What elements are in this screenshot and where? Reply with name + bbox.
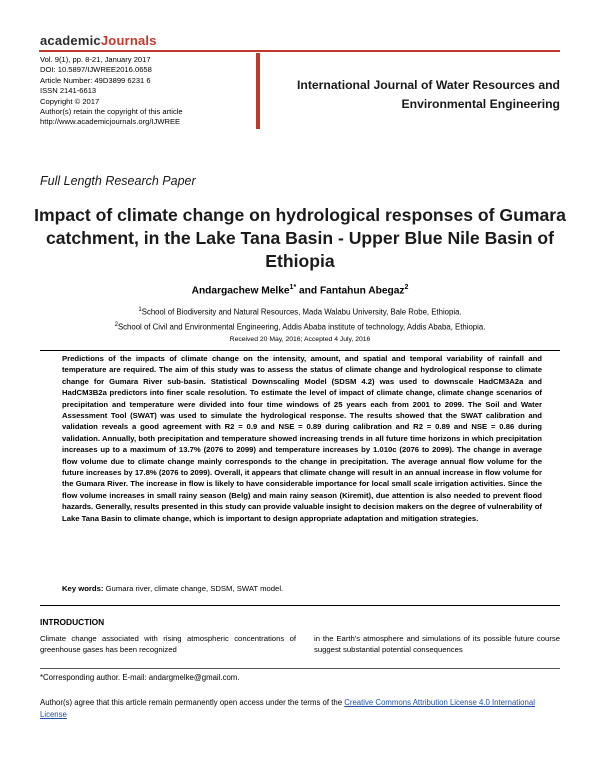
meta-volume: Vol. 9(1), pp. 8-21, January 2017 <box>40 55 151 64</box>
author-name: Andargachew Melke <box>191 285 290 297</box>
header-rule <box>39 50 560 52</box>
paper-title: Impact of climate change on hydrological responses of Gumara catchment, in the Lake Tana Basin - Upper Blue Nile Basin of Ethiopia <box>34 205 566 271</box>
article-meta <box>40 55 240 128</box>
keywords-list: Gumara river, climate change, SDSM, SWAT model. <box>105 584 284 593</box>
meta-rights: Author(s) retain the copyright of this article <box>40 107 183 117</box>
meta-issn: ISSN 2141-6613 <box>40 86 97 96</box>
intro-column-left: Climate change associated with rising atmospheric concentrations of greenhouse gases has been recognized <box>40 634 296 655</box>
authors <box>60 284 540 296</box>
author-affil-sup: 2 <box>404 284 409 291</box>
meta-url[interactable]: http://www.academicjournals.org/IJWREE <box>40 117 181 127</box>
license-note: Author(s) agree that this article remain permanently open access under the terms of the Creative Commons Attribution License 4.0 International License <box>40 698 535 719</box>
received-dates: Received 20 May, 2016; Accepted 4 July, 2016 <box>229 336 371 343</box>
affiliation: $^1$School of Biodiversity and Natural Resources, Mada Walabu University, Bale Robe, Ethiopia. <box>138 307 462 317</box>
license-link[interactable]: Creative Commons Attribution License 4.0 International License <box>40 698 535 719</box>
corresponding-author: *Corresponding author. E-mail: andargmelke@gmail.com. <box>40 673 240 682</box>
footnote-rule <box>40 668 560 669</box>
author-name: Fantahun Abegaz <box>319 285 405 297</box>
journal-accent-bar <box>256 53 260 129</box>
publisher-logo: academicJournals <box>40 33 157 48</box>
affiliations <box>30 304 570 333</box>
keywords-label: Key words: <box>62 584 104 593</box>
article-type: Full Length Research Paper <box>40 174 196 188</box>
keywords <box>62 584 542 593</box>
affiliation: $^2$School of Civil and Environmental Engineering, Addis Ababa institute of technology, Addis Ababa, Ethiopia. <box>114 321 486 332</box>
journal-title: International Journal of Water Resources and Environmental Engineering <box>297 78 560 111</box>
abstract: Predictions of the impacts of climate change on the intensity, amount, and spatial and temporal variability of rainfall and temperature are required. The aim of this study was to assess the status of climate change and hydrological response to climate change for Gumara River sub-basin. Statistical Downscaling Model (SDSM 4.2) was used to downscale HadCM3A2a and HadCM3B2a predictors into finer scale resolution. To estimate the level of impact of climate change, climate change scenarios of precipitation and temperature were divided into four time windows of 25 years each from 2001 to 2099. The Soil and Water Assessment Tool (SWAT) was used to simulate the hydrological response. The results showed that the SWAT calibration and validation reveals a good agreement with R2 = 0.9 and NSE = 0.89 during calibration and R2 = 0.89 and NSE = 0.86 during validation. Annually, both precipitation and temperature showed increasing trends in all future time horizons in which precipitation increases up to a maximum of 13.7% (2076 to 2099) and temperature increases by 1.010c (2076 to 2099). The change in average flow volume due to climate change mainly corresponds to the change in precipitation. The average annual flow volume for the future increases by 17.8% (2076 to 2099). Overall, it appears that climate change will result in an annual increase in flow volume for the Gumara River. The increase in flow is likely to have considerable importance for local small scale irrigation activities. Since the flow volume increases in small rainy season (Belg) and main rainy season (Kiremit), due attention is also needed to prevent flood hazards. Generally, results presented in this study can provide valuable insight to decision makers on the degree of vulnerability of Lake Tana Basin to climate change, which is important to design appropriate adaptation and mitigation strategies. <box>62 354 542 523</box>
section-heading: INTRODUCTION <box>40 617 105 627</box>
meta-article-number: Article Number: 49D3899 6231 6 <box>40 75 151 85</box>
intro-column-right: in the Earth's atmosphere and simulations of its possible future course suggest substantial potential consequences <box>314 634 560 655</box>
author-conjunction: and <box>296 285 320 297</box>
meta-copyright: Copyright © 2017 <box>40 96 100 106</box>
author-affil-sup: 1* <box>289 284 297 291</box>
meta-doi: DOI: 10.5897/IJWREE2016.0658 <box>40 65 152 75</box>
